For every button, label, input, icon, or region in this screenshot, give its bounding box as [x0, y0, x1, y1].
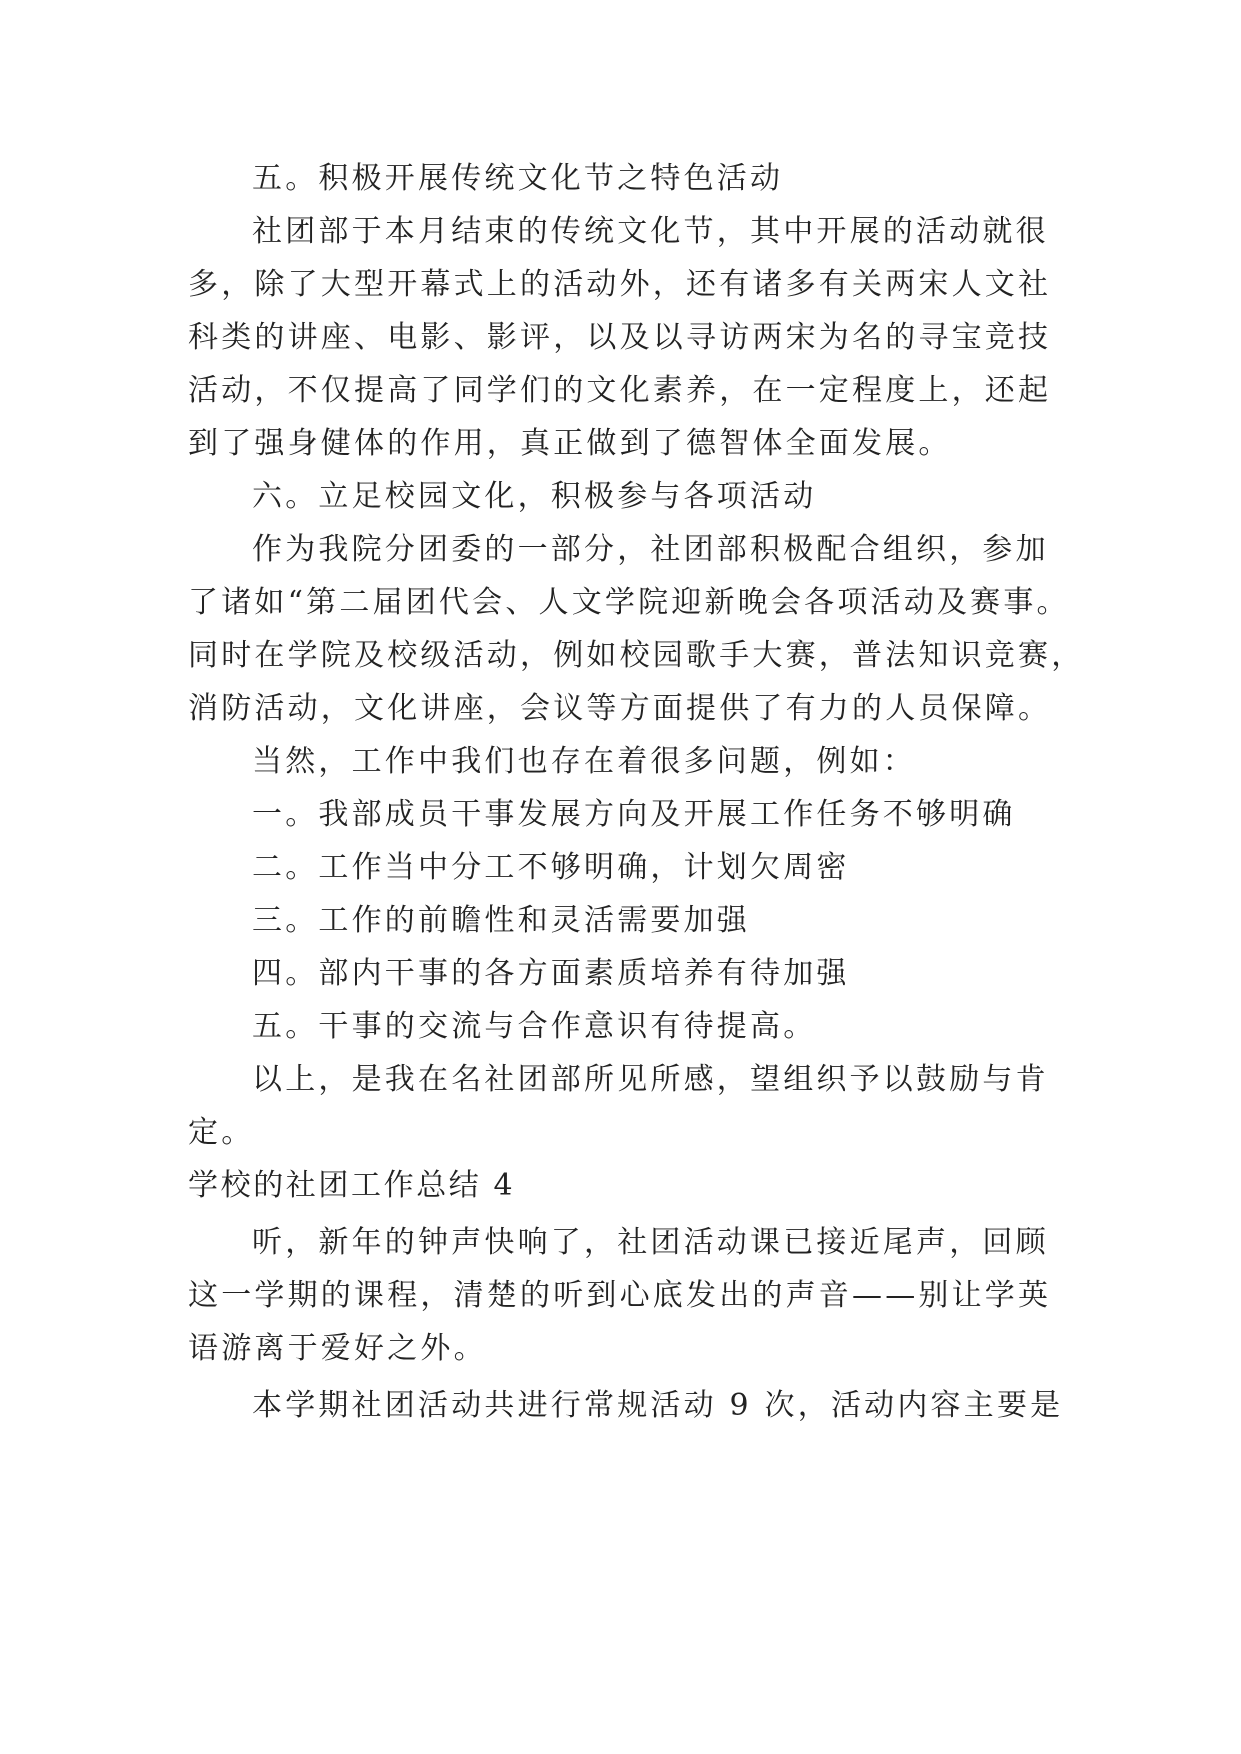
paragraph-line: 同时在学院及校级活动，例如校园歌手大赛，普法知识竞赛， — [188, 638, 1085, 673]
problem-item: 一。我部成员干事发展方向及开展工作任务不够明确 — [252, 797, 1016, 832]
paragraph-line: 这一学期的课程，清楚的听到心底发出的声音——别让学英 — [188, 1278, 1052, 1313]
section-heading-6: 六。立足校园文化，积极参与各项活动 — [252, 479, 817, 514]
problem-item: 二。工作当中分工不够明确，计划欠周密 — [252, 850, 850, 885]
paragraph-line: 消防活动，文化讲座，会议等方面提供了有力的人员保障。 — [188, 691, 1052, 726]
paragraph-line: 了诸如“第二届团代会、人文学院迎新晚会各项活动及赛事。 — [188, 585, 1070, 620]
paragraph-line: 到了强身健体的作用，真正做到了德智体全面发展。 — [188, 426, 952, 461]
paragraph-line: 语游离于爱好之外。 — [188, 1331, 487, 1366]
section-title-4: 学校的社团工作总结 4 — [188, 1168, 516, 1203]
closing-line: 定。 — [188, 1115, 255, 1150]
paragraph-line: 活动，不仅提高了同学们的文化素养，在一定程度上，还起 — [188, 373, 1052, 408]
closing-line: 以上，是我在名社团部所见所感，望组织予以鼓励与肯 — [252, 1062, 1049, 1097]
paragraph-line: 本学期社团活动共进行常规活动 9 次，活动内容主要是 — [252, 1388, 1064, 1423]
document-body — [188, 156, 1085, 1428]
paragraph-line: 多，除了大型开幕式上的活动外，还有诸多有关两宋人文社 — [188, 267, 1052, 302]
problem-item: 四。部内干事的各方面素质培养有待加强 — [252, 956, 850, 991]
paragraph-line: 社团部于本月结束的传统文化节，其中开展的活动就很 — [252, 214, 1049, 249]
problem-item: 五。干事的交流与合作意识有待提高。 — [252, 1009, 817, 1044]
problem-item: 三。工作的前瞻性和灵活需要加强 — [252, 903, 750, 938]
paragraph-line: 作为我院分团委的一部分，社团部积极配合组织，参加 — [252, 532, 1049, 567]
paragraph-line: 科类的讲座、电影、影评，以及以寻访两宋为名的寻宝竞技 — [188, 320, 1052, 355]
section-heading-5: 五。积极开展传统文化节之特色活动 — [252, 161, 784, 196]
problems-intro: 当然，工作中我们也存在着很多问题，例如： — [252, 744, 916, 779]
paragraph-line: 听，新年的钟声快响了，社团活动课已接近尾声，回顾 — [252, 1225, 1049, 1260]
